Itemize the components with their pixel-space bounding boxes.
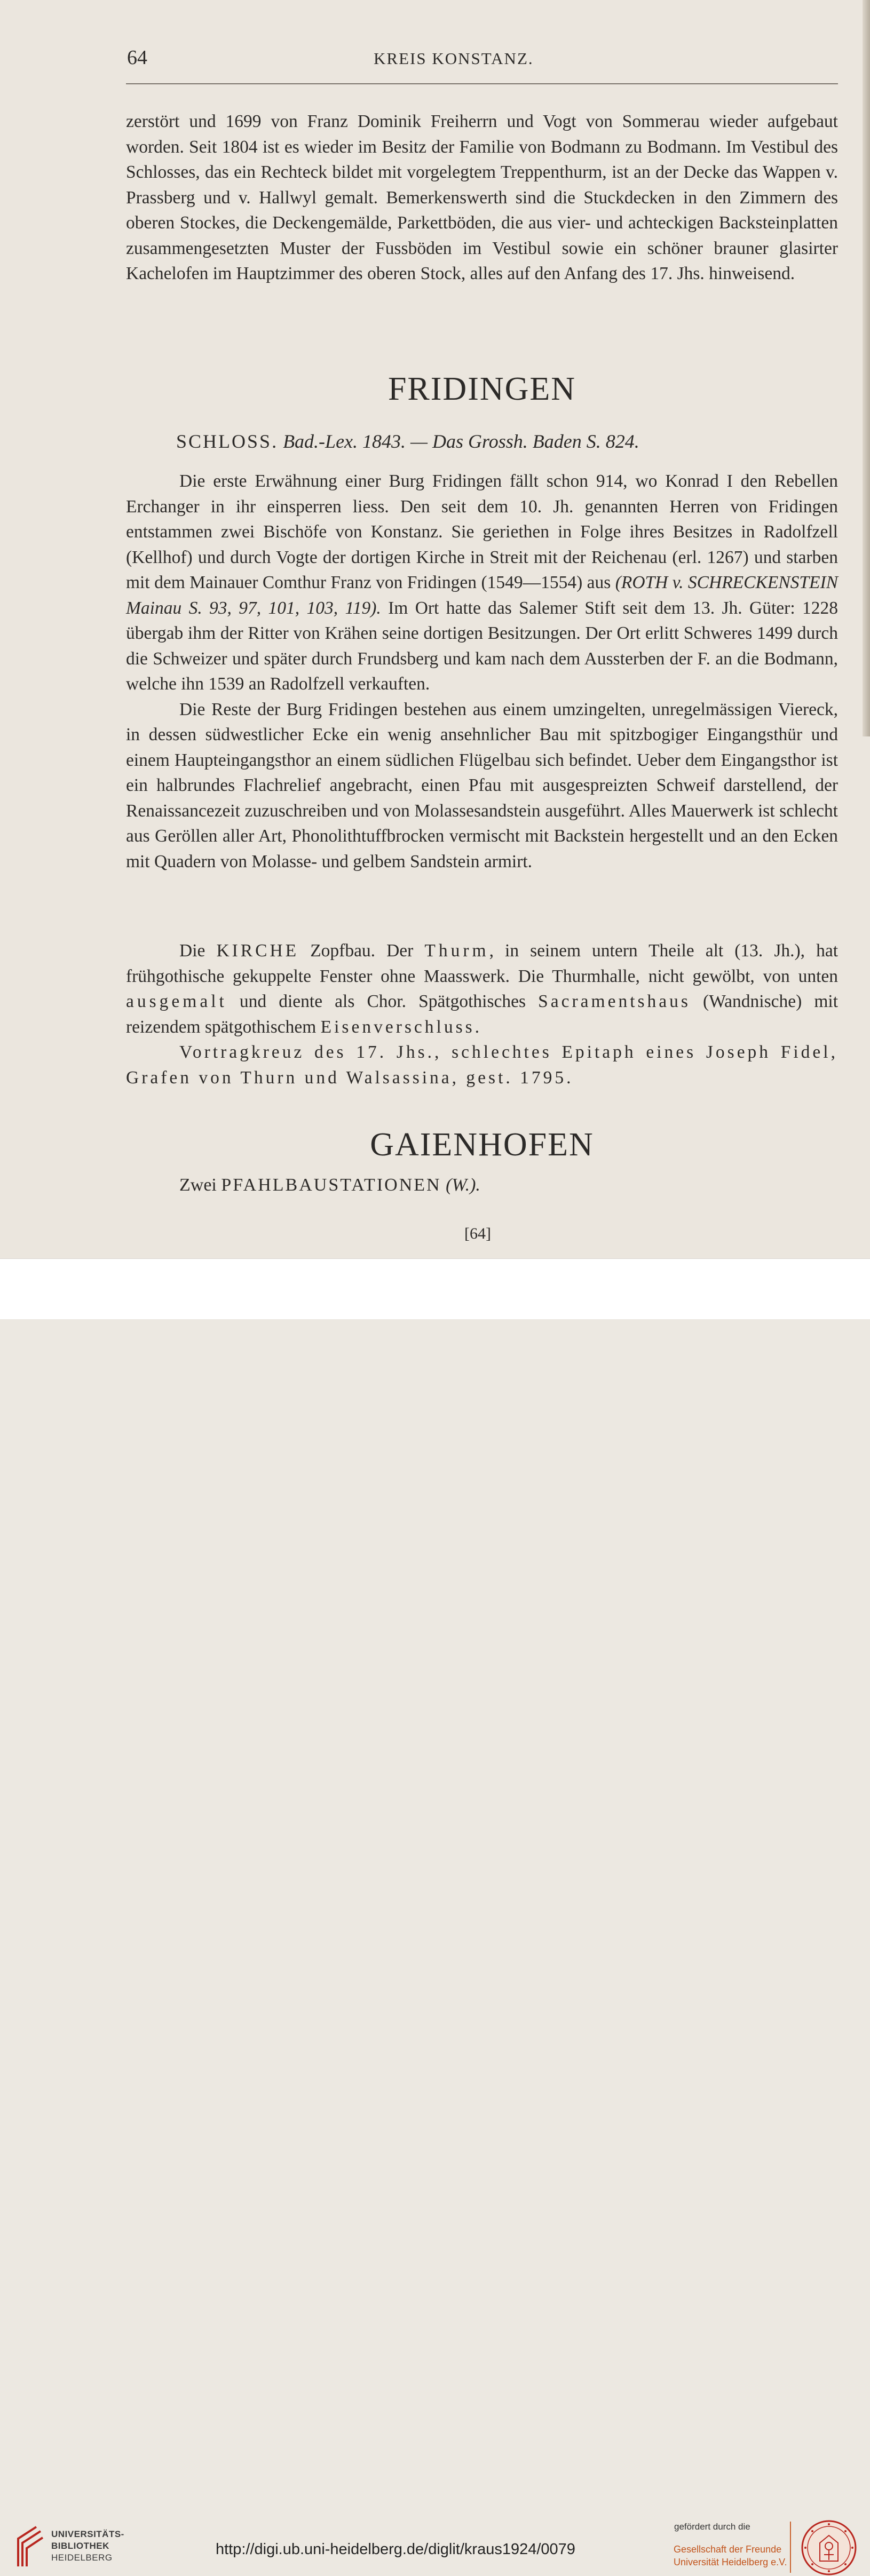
scanned-page (0, 0, 870, 1258)
sacramentshaus-term: Sacramentshaus (538, 992, 691, 1011)
history-text-a: Die erste Erwähnung einer Burg Fridingen fällt schon 914, wo Konrad I den Rebellen Erchanger in ihr einsperren liess. Den seit dem 10. Jh. genannten Herren von Fridingen entstammen zwei Bischöfe von Konstanz. Sie geriethen in Folge ihres Besitzes in Radolfzell (Kellhof) und durch Vogte der dortigen Kirche in Streit mit der Reichenau (erl. 1267) und starben mit dem Mainauer Comthur Franz von Fridingen (1549—1554) aus (126, 471, 838, 592)
permalink-url[interactable]: http://digi.ub.uni-heidelberg.de/diglit/kraus1924/0079 (216, 2541, 575, 2558)
header-rule (126, 83, 838, 84)
library-name-line-2: BIBLIOTHEK (51, 2541, 109, 2551)
schloss-subheading (176, 430, 790, 453)
kirche-text-4: und diente als Chor. Spätgothisches (227, 992, 539, 1011)
pfahlbau-text: Zwei (179, 1175, 222, 1195)
schloss-reference: Bad.-Lex. 1843. — Das Grossh. Baden S. 824. (283, 431, 639, 452)
fridingen-paragraph-ruins: Die Reste der Burg Fridingen bestehen aus einem umzingelten, unregelmässigen Viereck, in dessen südwestlicher Ecke ein wenig ansehnlicher Bau mit spitzbogiger Eingangsthür und einem Haupteingangsthor an einem südlichen Flügelbau sich befindet. Ueber dem Eingangsthor ist ein halbrundes Flachrelief angebracht, einen Pfau mit ausgespreizten Schweif darstellend, der Renaissancezeit zuzuschreiben und von Molassesandstein ausgeführt. Alles Mauerwerk ist schlecht aus Geröllen aller Art, Phonolithtuffbrocken vermischt mit Backstein hergestellt und an den Ecken mit Quadern von Molasse- und gelbem Sandstein armirt. (126, 699, 838, 871)
fridingen-body (126, 469, 838, 874)
society-name-line-2: Universität Heidelberg e.V. (674, 2557, 787, 2567)
kirche-text-1: Die (179, 941, 217, 961)
kirche-text-5: (Wandnische) mit reizendem spätgothischem (126, 992, 838, 1037)
kirche-text-2: Zopfbau. Der (299, 941, 425, 961)
library-name-line-3: HEIDELBERG (51, 2553, 113, 2563)
history-reference: (ROTH v. SCHRECKENSTEIN Mainau S. 93, 97, 101, 103, 119). (126, 573, 838, 618)
footer-divider (790, 2522, 791, 2573)
pfahlbau-reference: (W.). (441, 1175, 480, 1195)
vortragkreuz-paragraph: Vortragkreuz des 17. Jhs., schlechtes Epitaph eines Joseph Fidel, Grafen von Thurn und Walsassina, gest. 1795. (126, 1042, 838, 1088)
fridingen-paragraph-history (126, 469, 838, 697)
pfahlbau-line (179, 1175, 820, 1195)
kirche-block (126, 938, 838, 1090)
schloss-label: SCHLOSS. (176, 431, 279, 452)
section-title-fridingen: FRIDINGEN (387, 371, 576, 407)
page-number: 64 (127, 46, 147, 69)
society-seal-icon (801, 2519, 857, 2576)
intro-block (126, 109, 838, 287)
pfahlbau-term: PFAHLBAUSTATIONEN (221, 1175, 441, 1195)
library-name-line-1: UNIVERSITÄTS- (51, 2529, 124, 2539)
intro-paragraph: zerstört und 1699 von Franz Dominik Freiherrn und Vogt von Sommerau wieder aufgebaut worden. Seit 1804 ist es wieder im Besitz der Familie von Bodmann zu Bodmann. Im Vestibul des Schlosses, das ein Rechteck bildet mit vorgelegtem Treppenthurm, ist an der Decke das Wappen v. Prassberg und v. Hallwyl gemalt. Bemerkenswerth sind die Stuckdecken in den Zimmern des oberen Stockes, die Deckengemälde, Parkettböden, die aus vier- und achteckigen Backsteinplatten zusammengesetzten Muster der Fussböden im Vestibul sowie ein schöner brauner glasirter Kachelofen im Hauptzimmer des oberen Stock, alles auf den Anfang des 17. Jhs. hinweisend. (126, 112, 838, 283)
section-title-gaienhofen: GAIENHOFEN (370, 1127, 594, 1163)
kirche-paragraph (126, 938, 838, 1040)
university-library-logo-icon (13, 2525, 44, 2569)
ausgemalt-term: ausgemalt (126, 992, 227, 1011)
society-name-line-1: Gesellschaft der Freunde (674, 2544, 782, 2555)
eisenverschluss-term: Eisenverschluss (320, 1017, 475, 1037)
running-head: KREIS KONSTANZ. (374, 49, 534, 68)
funded-by-text: gefördert durch die (674, 2522, 750, 2532)
kirche-text-3: , in seinem untern Theile alt (13. Jh.), hat frühgothische gekuppelte Fenster ohne Maasswerk. Die Thurmhalle, nicht gewölbt, von unten (126, 941, 839, 986)
thurm-term: Thurm (424, 941, 489, 961)
history-text-b: Im Ort hatte das Salemer Stift seit dem 13. Jh. Güter: 1228 übergab ihm der Ritter von Krähen seine dortigen Besitzungen. Der Ort erlitt Schweres 1499 durch die Schweizer und später durch Frundsberg und kam nach dem Aussterben der F. an die Bodmann, welche ihn 1539 an Radolfzell verkauften. (126, 598, 838, 694)
viewer-footer (0, 1258, 870, 2567)
bracket-page-number: [64] (464, 1225, 491, 1242)
kirche-term: KIRCHE (216, 941, 299, 961)
kirche-text-6: . (474, 1017, 480, 1037)
